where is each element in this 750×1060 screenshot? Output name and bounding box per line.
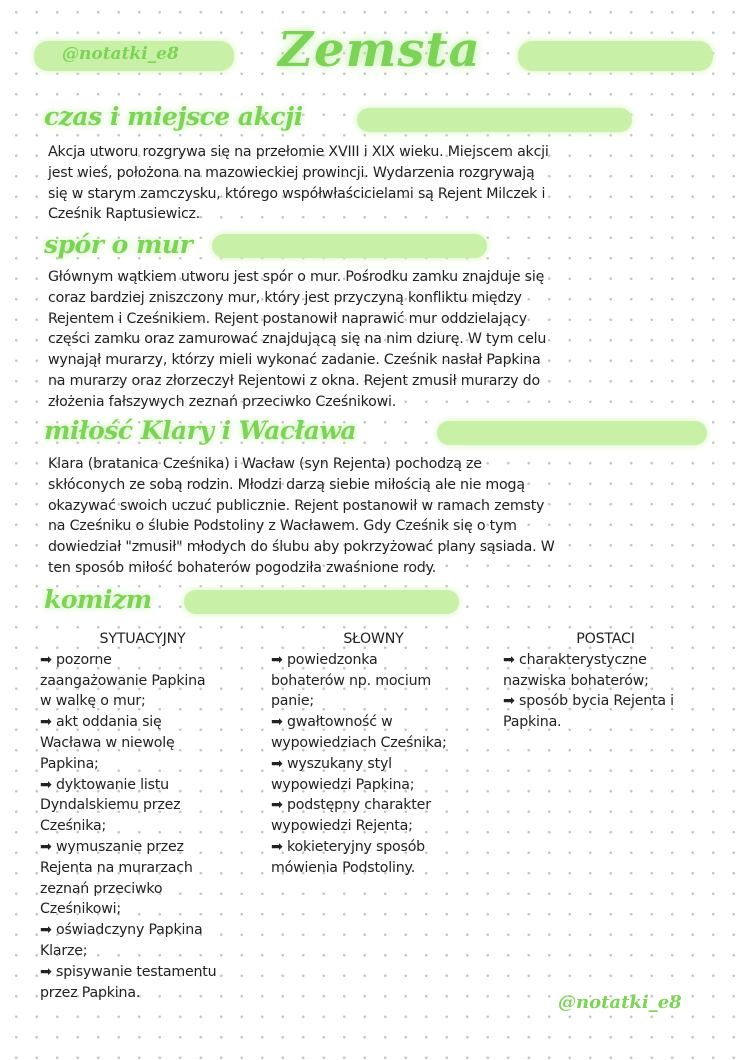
list-line: ➡ dyktowanie listu (40, 776, 169, 793)
paragraph-line: złożenia fałszywych zeznań przeciwko Cześnikowi. (48, 393, 397, 410)
decor-pill (184, 590, 459, 614)
section-heading: miłość Klary i Wacława (44, 416, 357, 445)
list-line: ➡ oświadczyny Papkina (40, 922, 203, 939)
section-paragraph (48, 454, 555, 579)
decor-pill (212, 234, 487, 258)
list-line: Klarze; (40, 942, 88, 959)
paragraph-line: wynajął murarzy, którzy mieli wykonać zadanie. Cześnik nasłał Papkina (48, 352, 541, 369)
list-line: ➡ wyszukany styl (271, 755, 392, 772)
list-line: ➡ podstępny charakter (271, 797, 431, 814)
list-line: Wacława w niewolę (40, 734, 175, 751)
list-line: zeznań przeciwko (40, 880, 163, 897)
paragraph-line: ten sposób miłość bohaterów pogodziła zwaśnione rody. (48, 559, 437, 576)
paragraph-line: się w starym zamczysku, którego współwłaścicielami są Rejent Milczek i (48, 185, 546, 202)
paragraph-line: coraz bardziej zniszczony mur, który jest przyczyną konfliktu między (48, 289, 522, 306)
section-heading: komizm (44, 585, 152, 614)
section-heading: czas i miejsce akcji (44, 102, 303, 131)
header-handle: @notatki_e8 (62, 44, 179, 64)
list-line: wypowiedzi Rejenta; (271, 818, 413, 835)
list-line: ➡ powiedzonka (271, 651, 378, 668)
decor-pill (357, 108, 632, 132)
list-line: Cześnika; (40, 818, 107, 835)
list-line: w walkę o mur; (40, 693, 146, 710)
paragraph-line: skłóconych ze sobą rodzin. Młodzi darzą siebie miłością ale nie mogą (48, 476, 525, 493)
paragraph-line: dowiedział "zmusił" młodych do ślubu aby pokrzyżować plany sąsiada. W (48, 539, 555, 556)
list-line: ➡ gwałtowność w (271, 714, 393, 731)
list-line: ➡ pozorne (40, 651, 112, 668)
paragraph-line: na murarzy oraz złorzeczył Rejentowi z okna. Rejent zmusił murarzy do (48, 372, 540, 389)
list-line: ➡ sposób bycia Rejenta i (503, 693, 674, 710)
column-title: SYTUACYJNY (99, 631, 186, 647)
list-line: Rejenta na murarzach (40, 859, 193, 876)
list-line: mówienia Podstoliny. (271, 859, 416, 876)
list-line: wypowiedzi Papkina; (271, 776, 415, 793)
section-heading: spór o mur (44, 230, 193, 259)
list-line: panie; (271, 693, 314, 710)
paragraph-line: Głównym wątkiem utworu jest spór o mur. Pośrodku zamku znajduje się (48, 269, 545, 285)
list-line: Cześnikowi; (40, 901, 121, 918)
decor-pill (437, 421, 707, 445)
page-title: Zemsta (278, 22, 481, 78)
list-line: ➡ wymuszanie przez (40, 838, 184, 855)
list-line: Papkina; (40, 755, 99, 772)
list-line: Papkina. (503, 714, 562, 731)
paragraph-line: jest wieś, położona na mazowieckiej prowincji. Wydarzenia rozgrywają (48, 164, 535, 181)
paragraph-line: Rejentem i Cześnikiem. Rejent postanowił naprawić mur oddzielający (48, 310, 527, 327)
paragraph-line: na Cześniku o ślubie Podstoliny z Wacławem. Gdy Cześnik się o tym (48, 518, 517, 535)
list-line: zaangażowanie Papkina (40, 672, 206, 689)
komizm-column-verbal (271, 629, 476, 879)
list-line: bohaterów np. mocium (271, 672, 432, 689)
section-paragraph (48, 142, 549, 225)
list-line: wypowiedziach Cześnika; (271, 734, 447, 751)
list-line: ➡ akt oddania się (40, 714, 162, 731)
paragraph-line: Akcja utworu rozgrywa się na przełomie XVIII i XIX wieku. Miejscem akcji (48, 144, 549, 160)
list-line: ➡ spisywanie testamentu (40, 963, 217, 980)
decor-pill (518, 41, 713, 71)
komizm-column-situational (40, 629, 245, 1003)
section-paragraph (48, 267, 546, 413)
paragraph-line: okazywać swoich uczuć publicznie. Rejent postanowił w ramach zemsty (48, 497, 545, 514)
column-title: SŁOWNY (343, 631, 404, 647)
column-title: POSTACI (576, 631, 635, 647)
list-line: Dyndalskiemu przez (40, 797, 181, 814)
footer-handle: @notatki_e8 (558, 992, 682, 1013)
paragraph-line: Klara (bratanica Cześnika) i Wacław (syn Rejenta) pochodzą ze (48, 456, 482, 472)
list-line: ➡ kokieteryjny sposób (271, 838, 425, 855)
komizm-column-characters (503, 629, 708, 733)
paragraph-line: Cześnik Raptusiewicz. (48, 206, 201, 223)
paragraph-line: części zamku oraz zamurować znajdującą się na nim dziurę. W tym celu (48, 331, 547, 348)
list-line: nazwiska bohaterów; (503, 672, 649, 689)
list-line: przez Papkina. (40, 984, 141, 1001)
list-line: ➡ charakterystyczne (503, 651, 647, 668)
